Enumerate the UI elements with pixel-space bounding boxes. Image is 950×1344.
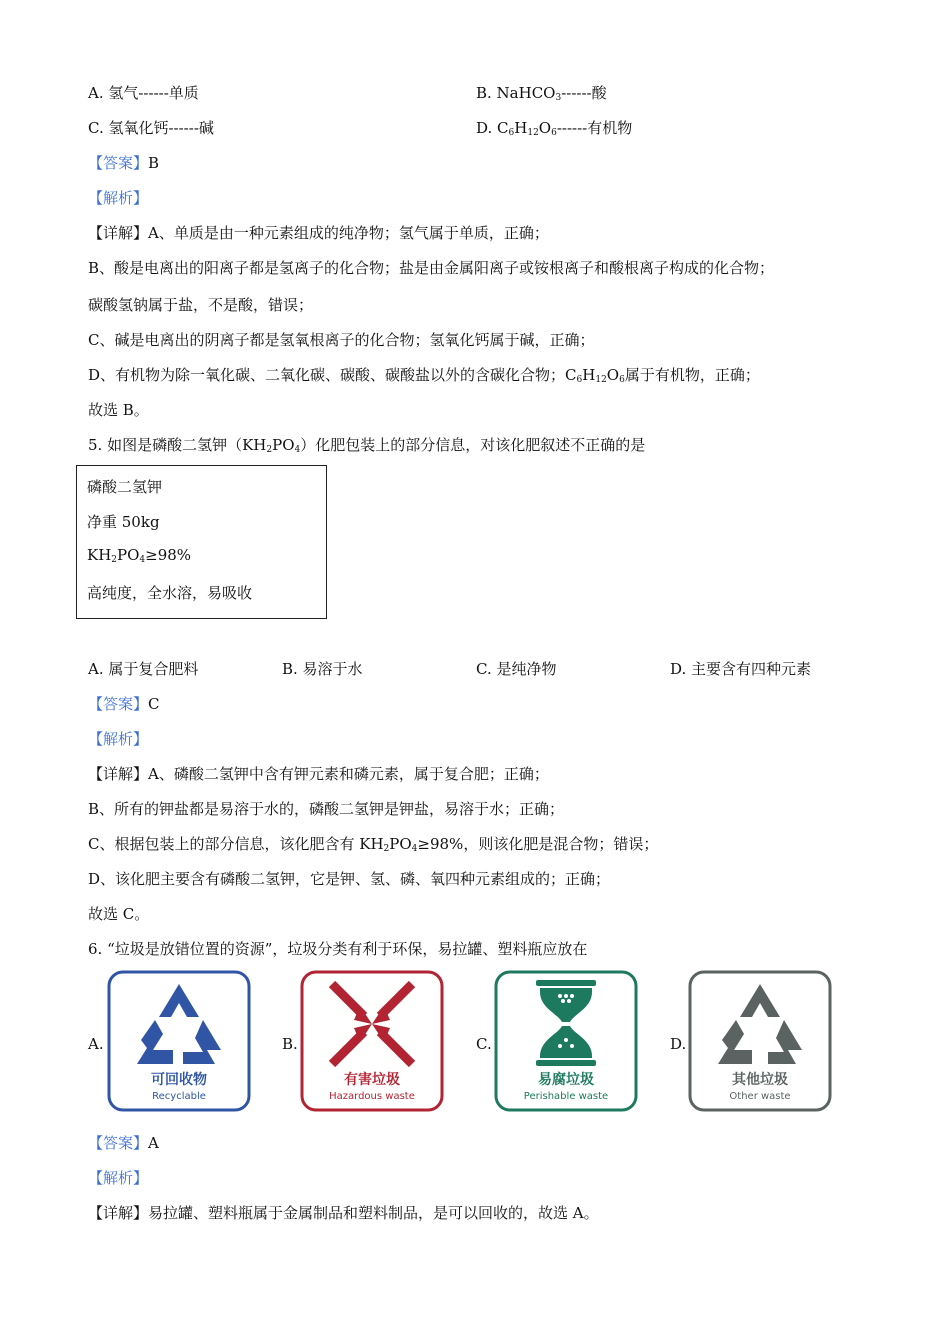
q6-stem: 6. “垃圾是放错位置的资源”，垃圾分类有利于环保，易拉罐、塑料瓶应放在 <box>88 940 588 958</box>
q4-detail-a: 【详解】A、单质是由一种元素组成的纯净物；氢气属于单质，正确； <box>88 224 549 242</box>
q4-analysis-tag: 【解析】 <box>88 189 149 207</box>
q4-detail-c: C、碱是电离出的阴离子都是氢氧根离子的化合物；氢氧化钙属于碱，正确； <box>88 331 595 349</box>
q5-stem: 5. 如图是磷酸二氢钾$(KH_2PO_4)$化肥包装上的部分信息，对该化肥叙述不正确的是 <box>88 436 646 455</box>
perishable-bin-icon <box>494 970 638 1112</box>
q4-detail-d: D、有机物为除一氧化碳、二氧化碳、碳酸、碳酸盐以外的含碳化合物；$C_6H_{12}O_6$属于有机物，正确； <box>88 366 760 385</box>
q4-detail-b2: 碳酸氢钠属于盐，不是酸，错误； <box>88 296 314 314</box>
q4-conclusion: 故选 B。 <box>88 401 149 419</box>
q6-option-b-letter: B. <box>282 1035 298 1053</box>
perishable-en-label: Perishable waste <box>523 1091 609 1102</box>
q6-detail: 【详解】易拉罐、塑料瓶属于金属制品和塑料制品，是可以回收的，故选 A。 <box>88 1204 599 1222</box>
q4-answer: 【答案】B <box>88 154 160 172</box>
q5-conclusion: 故选 C。 <box>88 905 150 923</box>
q5-option-a: A. 属于复合肥料 <box>88 660 199 678</box>
q4-option-a: A. 氢气------单质 <box>88 84 199 102</box>
q4-option-b: B. NaHCO$_3$------酸 <box>476 84 607 103</box>
q5-answer: 【答案】C <box>88 695 160 713</box>
q6-analysis-tag: 【解析】 <box>88 1169 149 1187</box>
recyclable-cn-label: 可回收物 <box>151 1072 207 1088</box>
fertilizer-label-box <box>76 465 327 619</box>
q5-detail-c: C、根据包装上的部分信息，该化肥含有 $KH_2PO_4\ge 98\%$，则该化肥是混合物；错误； <box>88 835 659 854</box>
q6-option-a-letter: A. <box>88 1035 104 1053</box>
q5-detail-a: 【详解】A、磷酸二氢钾中含有钾元素和磷元素，属于复合肥；正确； <box>88 765 549 783</box>
q4-option-c: C. 氢氧化钙------碱 <box>88 119 214 137</box>
recyclable-en-label: Recyclable <box>152 1091 206 1102</box>
box-product-name: 磷酸二氢钾 <box>87 478 163 496</box>
hazardous-cn-label: 有害垃圾 <box>344 1072 400 1088</box>
q5-option-d: D. 主要含有四种元素 <box>670 660 812 678</box>
q5-option-c: C. 是纯净物 <box>476 660 557 678</box>
q5-analysis-tag: 【解析】 <box>88 730 149 748</box>
hazardous-bin-icon <box>300 970 444 1112</box>
q4-option-d: D. $C_6H_{12}O_6------$有机物 <box>476 119 633 138</box>
q5-detail-d: D、该化肥主要含有磷酸二氢钾，它是钾、氢、磷、氧四种元素组成的；正确； <box>88 870 611 888</box>
box-features: 高纯度，全水溶，易吸收 <box>87 584 253 602</box>
q6-option-d-letter: D. <box>670 1035 687 1053</box>
other-waste-en-label: Other waste <box>729 1091 791 1102</box>
q5-detail-b: B、所有的钾盐都是易溶于水的，磷酸二氢钾是钾盐，易溶于水；正确； <box>88 800 565 818</box>
other-waste-bin-icon <box>688 970 832 1112</box>
recyclable-bin-icon <box>107 970 251 1112</box>
box-net-weight: 净重 50kg <box>87 513 160 531</box>
other-waste-cn-label: 其他垃圾 <box>732 1072 788 1088</box>
hazardous-en-label: Hazardous waste <box>329 1091 415 1102</box>
perishable-cn-label: 易腐垃圾 <box>538 1072 594 1088</box>
q6-option-c-letter: C. <box>476 1035 492 1053</box>
q6-answer: 【答案】A <box>88 1134 159 1152</box>
q5-option-b: B. 易溶于水 <box>282 660 363 678</box>
box-purity: $KH_2PO_4\ge 98\%$ <box>87 546 192 565</box>
q4-detail-b1: B、酸是电离出的阳离子都是氢离子的化合物；盐是由金属阳离子或铵根离子和酸根离子构成的化合物； <box>88 259 775 277</box>
